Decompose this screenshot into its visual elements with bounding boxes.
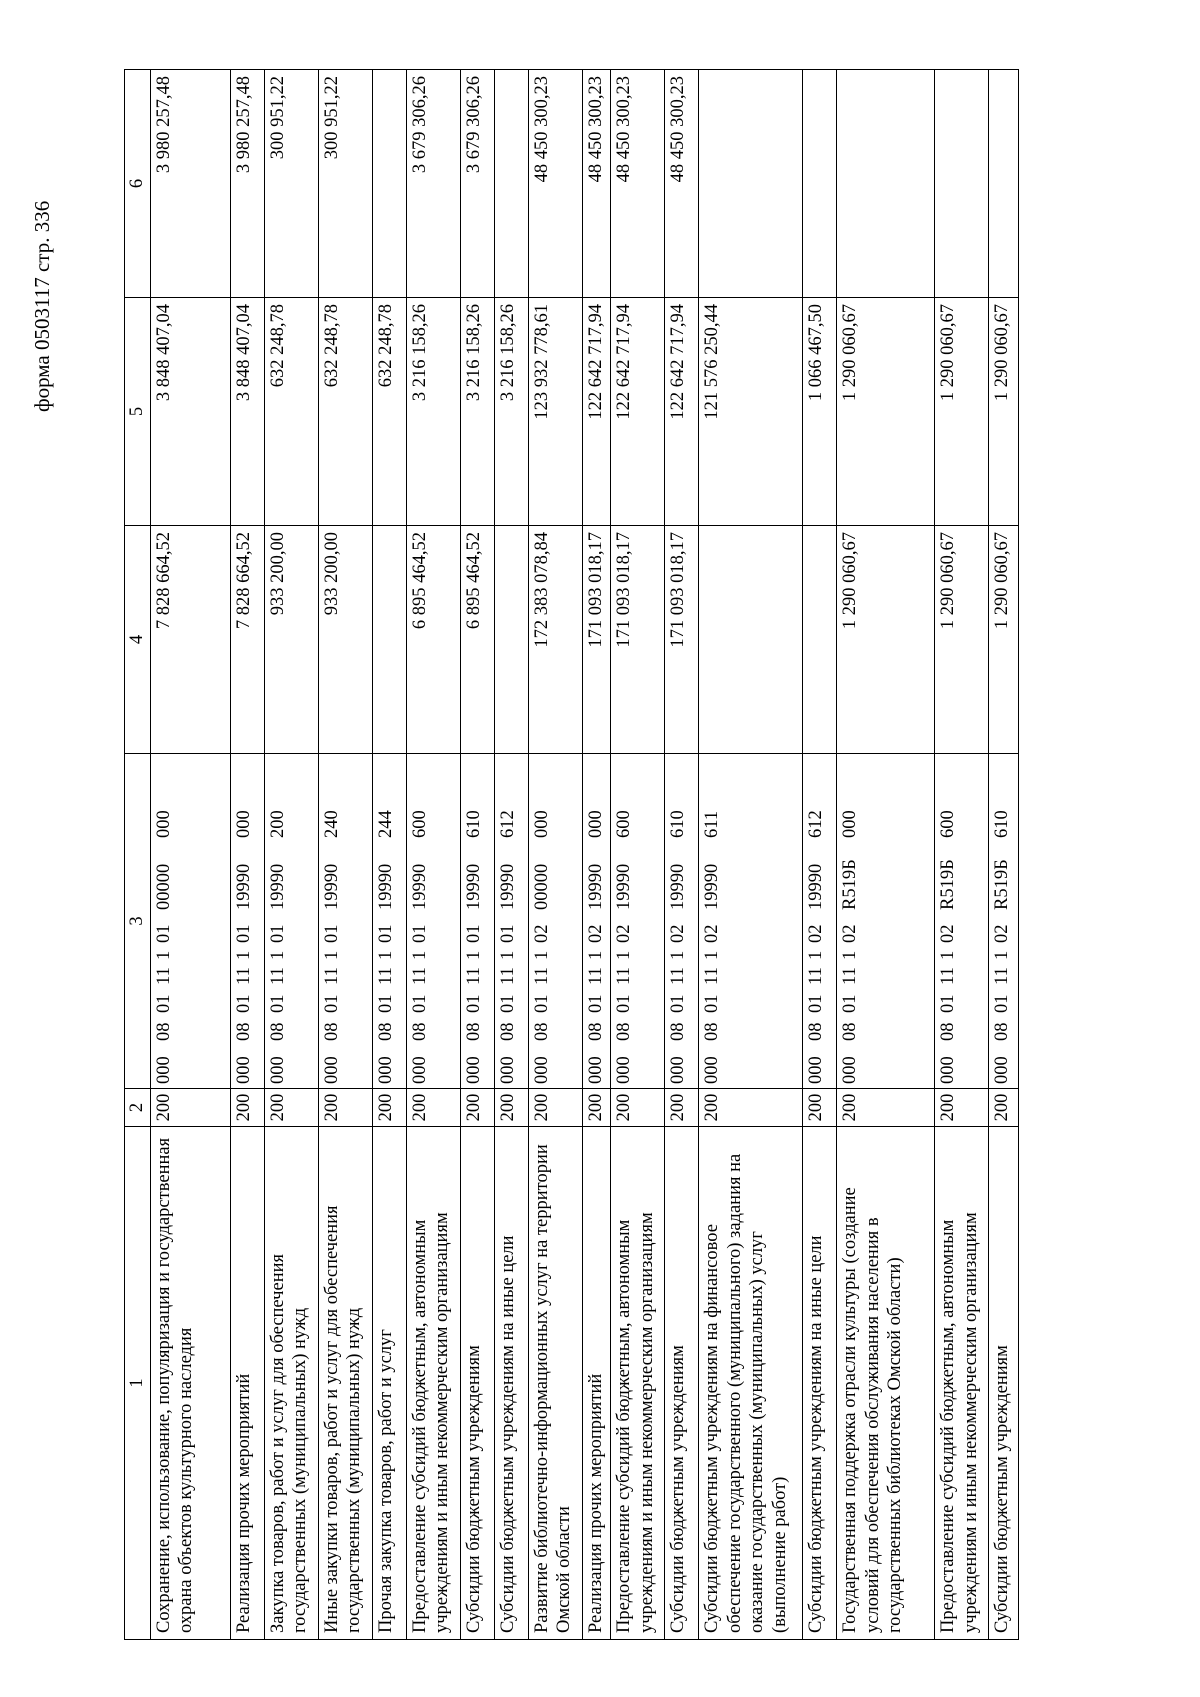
row-name-cell: Закупка товаров, работ и услуг для обеспечения государственных (муниципальных) нужд [264,1127,318,1640]
budget-code-part: 02 [938,924,959,943]
budget-code-part: 08 [585,1022,606,1041]
row-name-cell: Сохранение, использование, популяризация и государственная охрана объектов культурного наследия [150,1127,230,1640]
table-row [406,70,460,1640]
budget-code-part: 08 [992,1022,1013,1041]
budget-code-part: 08 [497,1022,518,1041]
budget-code-part: 11 [463,967,484,985]
row-amount-c5: 122 642 717,94 [611,298,665,526]
budget-code-part: 600 [938,810,959,838]
budget-code [153,758,176,1084]
row-line-code-cell: 200 [837,1089,935,1127]
budget-code-part: 19990 [585,863,606,910]
row-amount-c5: 3 216 158,26 [460,298,494,526]
budget-code-part: 000 [585,1056,606,1084]
form-page-note: форма 0503117 стр. 336 [30,200,54,412]
row-amount-c5: 632 248,78 [372,298,406,526]
budget-code-part: 01 [321,924,342,943]
budget-code-part: 000 [463,1056,484,1084]
row-amount-c4: 1 290 060,67 [935,526,989,754]
report-table [124,69,1019,1640]
budget-code-part: 244 [375,810,396,838]
row-line-code-cell: 200 [494,1089,528,1127]
budget-code [937,758,960,1084]
row-amount-c5: 632 248,78 [264,298,318,526]
budget-code [463,758,486,1084]
budget-code-part: 11 [806,967,827,985]
budget-code-part: 01 [463,924,484,943]
row-line-code-cell: 200 [406,1089,460,1127]
budget-code-part: 19990 [463,863,484,910]
table-row [989,70,1019,1640]
budget-code-part: 11 [614,967,635,985]
budget-code-part: 200 [267,810,288,838]
budget-code-part: 1 [321,950,342,960]
row-amount-c5: 123 932 778,61 [528,298,582,526]
row-amount-c6: 48 450 300,23 [611,70,665,298]
row-line-code-cell: 200 [611,1089,665,1127]
budget-code-part: 1 [153,950,174,960]
row-line-code-cell: 200 [699,1089,803,1127]
budget-code-part: 08 [409,1022,430,1041]
budget-code-part: 01 [375,994,396,1013]
budget-code-part: 01 [806,994,827,1013]
budget-code-part: 01 [267,924,288,943]
row-budget-code-cell [803,754,837,1089]
budget-code-part: 00000 [531,863,552,910]
budget-code-part: 02 [668,924,689,943]
table-row [372,70,406,1640]
budget-code-part: 1 [267,950,288,960]
row-amount-c4: 7 828 664,52 [150,526,230,754]
budget-code-part: 01 [267,994,288,1013]
budget-code-part: 610 [668,810,689,838]
budget-code-part: 11 [702,967,723,985]
budget-code-part: 19990 [321,863,342,910]
budget-code-part: 000 [585,810,606,838]
row-budget-code-cell [150,754,230,1089]
budget-code-part: 01 [531,994,552,1013]
row-budget-code-cell [528,754,582,1089]
budget-code-part: 000 [614,1056,635,1084]
row-line-code-cell: 200 [935,1089,989,1127]
budget-code-part: 000 [409,1056,430,1084]
row-budget-code-cell [935,754,989,1089]
budget-code-part: 000 [267,1056,288,1084]
budget-code-part: 1 [938,950,959,960]
table-row [935,70,989,1640]
budget-code [531,758,554,1084]
row-line-code-cell: 200 [264,1089,318,1127]
row-budget-code-cell [699,754,803,1089]
row-amount-c5: 122 642 717,94 [665,298,699,526]
budget-code-part: 1 [585,950,606,960]
budget-code-part: R519Б [840,859,861,910]
table-row [264,70,318,1640]
row-name-cell: Субсидии бюджетным учреждениям [665,1127,699,1640]
budget-code-part: R519Б [992,859,1013,910]
budget-code-part: 600 [409,810,430,838]
budget-code-part: 02 [806,924,827,943]
row-line-code-cell: 200 [803,1089,837,1127]
budget-code-part: 000 [806,1056,827,1084]
row-amount-c5: 1 290 060,67 [935,298,989,526]
budget-code-part: 11 [497,967,518,985]
budget-code-part: 19990 [702,863,723,910]
col-header-3: 3 [125,754,151,1089]
row-budget-code-cell [230,754,264,1089]
row-name-cell: Предоставление субсидий бюджетным, автономным учреждениям и иным некоммерческим организациям [935,1127,989,1640]
table-row [494,70,528,1640]
row-budget-code-cell [264,754,318,1089]
row-line-code-cell: 200 [582,1089,611,1127]
row-line-code-cell: 200 [665,1089,699,1127]
budget-code-part: 19990 [233,863,254,910]
budget-code-part: 01 [409,994,430,1013]
row-amount-c4: 172 383 078,84 [528,526,582,754]
budget-code-part: 01 [497,994,518,1013]
budget-code-part: 612 [497,810,518,838]
row-amount-c4: 7 828 664,52 [230,526,264,754]
row-amount-c5: 1 066 467,50 [803,298,837,526]
row-amount-c5: 1 290 060,67 [989,298,1019,526]
budget-code-part: 11 [375,967,396,985]
budget-code-part: 1 [409,950,430,960]
budget-code-part: 02 [840,924,861,943]
budget-code [839,758,862,1084]
budget-code-part: 612 [806,810,827,838]
budget-code-part: 000 [840,1056,861,1084]
budget-code [409,758,432,1084]
row-budget-code-cell [372,754,406,1089]
row-amount-c4: 933 200,00 [264,526,318,754]
budget-code-part: 240 [321,810,342,838]
col-header-1: 1 [125,1127,151,1640]
row-amount-c6 [935,70,989,298]
budget-code-part: 000 [375,1056,396,1084]
budget-code-part: 01 [840,994,861,1013]
budget-code-part: 01 [497,924,518,943]
budget-code-part: 19990 [806,863,827,910]
row-amount-c6 [989,70,1019,298]
budget-code-part: 02 [531,924,552,943]
row-amount-c4: 171 093 018,17 [665,526,699,754]
budget-code-part: 1 [463,950,484,960]
budget-code-part: 01 [992,994,1013,1013]
budget-code-part: 01 [614,994,635,1013]
row-line-code-cell: 200 [528,1089,582,1127]
row-amount-c6 [837,70,935,298]
row-name-cell: Субсидии бюджетным учреждениям [989,1127,1019,1640]
row-amount-c4: 6 895 464,52 [406,526,460,754]
row-amount-c4 [699,526,803,754]
row-amount-c6: 3 679 306,26 [406,70,460,298]
table-row [528,70,582,1640]
budget-code-part: 02 [702,924,723,943]
budget-code-part: 611 [702,810,723,838]
budget-code-part: 08 [463,1022,484,1041]
budget-code [667,758,690,1084]
table-row [803,70,837,1640]
budget-code-part: 19990 [668,863,689,910]
table-row [665,70,699,1640]
budget-code-part: 19990 [497,863,518,910]
row-amount-c5: 121 576 250,44 [699,298,803,526]
budget-code [233,758,256,1084]
row-amount-c5: 632 248,78 [318,298,372,526]
budget-code-part: 1 [497,950,518,960]
budget-code-part: 1 [992,950,1013,960]
budget-code-part: 000 [938,1056,959,1084]
row-amount-c4 [803,526,837,754]
row-name-cell: Развитие библиотечно-информационных услуг на территории Омской области [528,1127,582,1640]
row-budget-code-cell [665,754,699,1089]
row-amount-c6: 300 951,22 [318,70,372,298]
budget-code-part: 08 [668,1022,689,1041]
budget-code-part: 01 [409,924,430,943]
budget-code-part: 02 [992,924,1013,943]
row-line-code-cell: 200 [460,1089,494,1127]
budget-code-part: 610 [463,810,484,838]
budget-code-part: 08 [153,1022,174,1041]
row-line-code-cell: 200 [230,1089,264,1127]
row-name-cell: Субсидии бюджетным учреждениям на иные цели [494,1127,528,1640]
row-name-cell: Предоставление субсидий бюджетным, автономным учреждениям и иным некоммерческим организациям [611,1127,665,1640]
budget-code-part: 01 [321,994,342,1013]
budget-code-part: 1 [806,950,827,960]
table-body [150,70,1019,1640]
row-amount-c6: 48 450 300,23 [582,70,611,298]
budget-code-part: 11 [233,967,254,985]
budget-code-part: 000 [668,1056,689,1084]
row-name-cell: Иные закупки товаров, работ и услуг для обеспечения государственных (муниципальных) нужд [318,1127,372,1640]
row-amount-c6: 3 980 257,48 [150,70,230,298]
row-amount-c6 [372,70,406,298]
budget-code-part: 08 [938,1022,959,1041]
row-budget-code-cell [989,754,1019,1089]
budget-code-part: 000 [531,1056,552,1084]
budget-code-part: 11 [938,967,959,985]
row-amount-c4: 1 290 060,67 [837,526,935,754]
row-name-cell: Субсидии бюджетным учреждениям на финансовое обеспечение государственного (муниципального) задания на оказание государственных (муниципальных) услуг (выполнение работ) [699,1127,803,1640]
budget-code-part: 00000 [153,863,174,910]
budget-code-part: 11 [153,967,174,985]
budget-code [321,758,344,1084]
budget-code-part: 000 [531,810,552,838]
budget-code-part: 19990 [375,863,396,910]
budget-code-part: 01 [375,924,396,943]
budget-code-part: 08 [840,1022,861,1041]
table-row [230,70,264,1640]
row-amount-c4: 933 200,00 [318,526,372,754]
row-amount-c6 [699,70,803,298]
budget-code-part: 19990 [267,863,288,910]
row-budget-code-cell [460,754,494,1089]
row-name-cell: Предоставление субсидий бюджетным, автономным учреждениям и иным некоммерческим организациям [406,1127,460,1640]
budget-code-part: 11 [267,967,288,985]
col-header-2: 2 [125,1089,151,1127]
budget-code-part: 000 [153,810,174,838]
row-budget-code-cell [406,754,460,1089]
budget-code-part: 11 [992,967,1013,985]
budget-code-part: 11 [840,967,861,985]
budget-code-part: 000 [233,1056,254,1084]
row-amount-c4: 171 093 018,17 [611,526,665,754]
budget-code-part: 01 [463,994,484,1013]
budget-code-part: 610 [992,810,1013,838]
budget-code-part: 01 [153,994,174,1013]
budget-code-part: 600 [614,810,635,838]
budget-code-part: 02 [614,924,635,943]
row-name-cell: Реализация прочих мероприятий [230,1127,264,1640]
budget-code-part: 08 [267,1022,288,1041]
budget-code-part: 08 [233,1022,254,1041]
row-amount-c4: 1 290 060,67 [989,526,1019,754]
budget-code-part: 000 [702,1056,723,1084]
budget-code-part: 1 [531,950,552,960]
row-amount-c4 [372,526,406,754]
budget-code-part: 01 [233,924,254,943]
budget-code-part: 1 [233,950,254,960]
table-row [318,70,372,1640]
row-budget-code-cell [582,754,611,1089]
row-name-cell: Государственная поддержка отрасли культуры (создание условий для обеспечения обслуживания населения в государственных библиотеках Омской области) [837,1127,935,1640]
row-amount-c6: 3 980 257,48 [230,70,264,298]
budget-code-part: 08 [702,1022,723,1041]
row-line-code-cell: 200 [150,1089,230,1127]
col-header-6: 6 [125,70,151,298]
row-amount-c5: 3 848 407,04 [230,298,264,526]
budget-code [613,758,636,1084]
table-row [460,70,494,1640]
budget-code-part: 1 [702,950,723,960]
row-amount-c6 [803,70,837,298]
row-name-cell: Прочая закупка товаров, работ и услуг [372,1127,406,1640]
row-budget-code-cell [494,754,528,1089]
row-amount-c4: 171 093 018,17 [582,526,611,754]
table-row [150,70,230,1640]
budget-code-part: 000 [840,810,861,838]
table-row [611,70,665,1640]
row-amount-c6: 48 450 300,23 [528,70,582,298]
row-amount-c5: 3 216 158,26 [406,298,460,526]
budget-code-part: 08 [614,1022,635,1041]
row-amount-c6: 3 679 306,26 [460,70,494,298]
budget-code-part: 11 [668,967,689,985]
budget-code-part: 000 [233,810,254,838]
budget-code-part: 01 [585,994,606,1013]
row-line-code-cell: 200 [318,1089,372,1127]
row-amount-c5: 1 290 060,67 [837,298,935,526]
budget-code-part: 1 [614,950,635,960]
header-row [125,70,151,1640]
budget-code-part: 01 [153,924,174,943]
budget-code-part: 11 [531,967,552,985]
row-amount-c5: 122 642 717,94 [582,298,611,526]
budget-code [267,758,290,1084]
row-amount-c4: 6 895 464,52 [460,526,494,754]
budget-code-part: 1 [668,950,689,960]
budget-code-part: 01 [938,994,959,1013]
budget-code-part: 11 [409,967,430,985]
row-amount-c6 [494,70,528,298]
budget-code [497,758,520,1084]
row-line-code-cell: 200 [989,1089,1019,1127]
budget-code-part: 11 [585,967,606,985]
budget-code-part: 1 [840,950,861,960]
row-amount-c5: 3 216 158,26 [494,298,528,526]
table-row [582,70,611,1640]
budget-code [991,758,1014,1084]
row-line-code-cell: 200 [372,1089,406,1127]
budget-code-part: 19990 [614,863,635,910]
row-name-cell: Субсидии бюджетным учреждениям [460,1127,494,1640]
row-budget-code-cell [611,754,665,1089]
budget-code-part: 01 [702,994,723,1013]
budget-code-part: 19990 [409,863,430,910]
budget-code [375,758,398,1084]
col-header-5: 5 [125,298,151,526]
budget-code-part: 1 [375,950,396,960]
budget-code-part: 000 [992,1056,1013,1084]
budget-code-part: 08 [375,1022,396,1041]
budget-code-part: R519Б [938,859,959,910]
row-budget-code-cell [318,754,372,1089]
budget-code-part: 02 [585,924,606,943]
budget-code-part: 11 [321,967,342,985]
budget-code-part: 000 [497,1056,518,1084]
budget-code-part: 000 [321,1056,342,1084]
budget-code-part: 01 [668,994,689,1013]
row-amount-c5: 3 848 407,04 [150,298,230,526]
col-header-4: 4 [125,526,151,754]
row-amount-c6: 300 951,22 [264,70,318,298]
row-amount-c4 [494,526,528,754]
row-budget-code-cell [837,754,935,1089]
table-row [837,70,935,1640]
budget-code [701,758,724,1084]
table-row [699,70,803,1640]
budget-code-part: 08 [806,1022,827,1041]
row-name-cell: Субсидии бюджетным учреждениям на иные цели [803,1127,837,1640]
budget-code-part: 000 [153,1056,174,1084]
budget-code-part: 08 [531,1022,552,1041]
budget-code-part: 08 [321,1022,342,1041]
budget-code [585,758,608,1084]
budget-code [805,758,828,1084]
row-name-cell: Реализация прочих мероприятий [582,1127,611,1640]
row-amount-c6: 48 450 300,23 [665,70,699,298]
budget-code-part: 01 [233,994,254,1013]
